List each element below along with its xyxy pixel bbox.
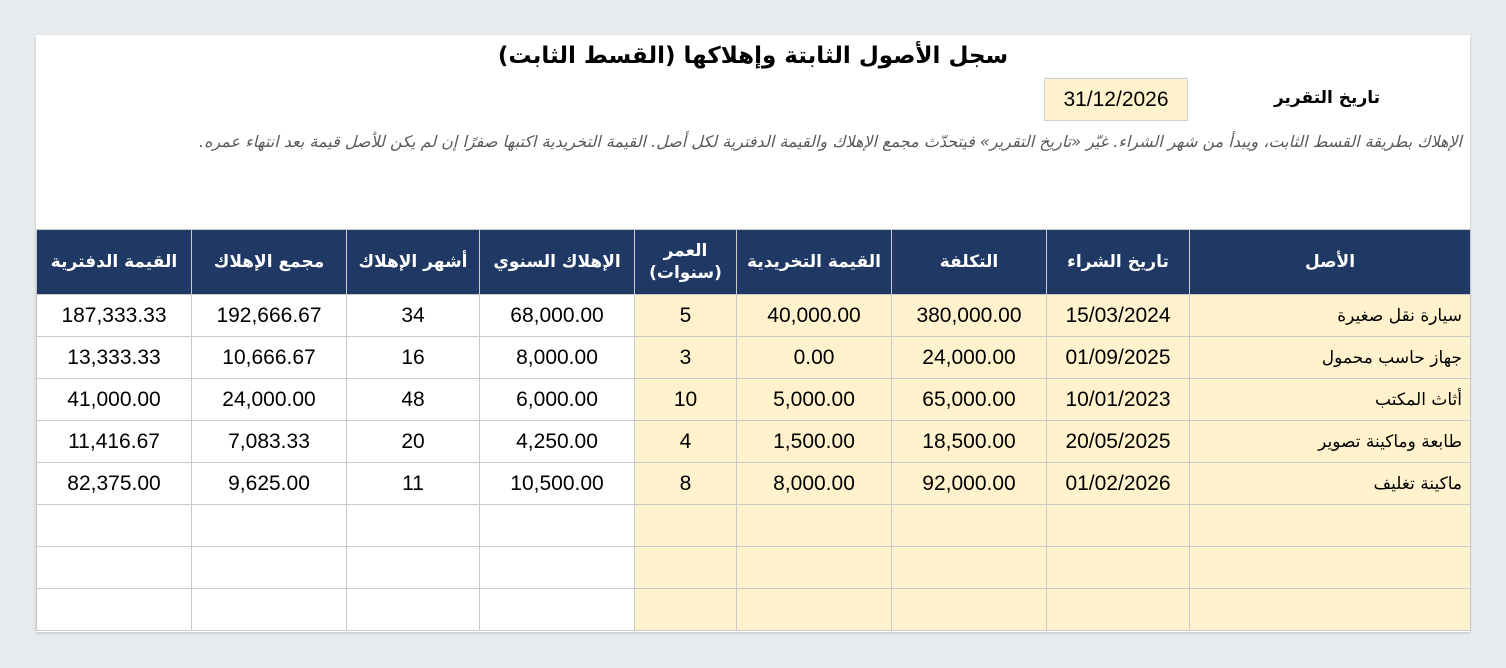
cell-salvage-value[interactable]: [737, 505, 892, 547]
cell-salvage-value[interactable]: 1,500.00: [737, 421, 892, 463]
cell-cost[interactable]: 24,000.00: [892, 337, 1047, 379]
cell-salvage-value[interactable]: [737, 547, 892, 589]
header-depreciation-months[interactable]: أشهر الإهلاك: [347, 230, 480, 295]
cell-annual-depreciation[interactable]: 4,250.00: [480, 421, 635, 463]
header-book-value[interactable]: القيمة الدفترية: [37, 230, 192, 295]
cell-asset[interactable]: سيارة نقل صغيرة: [1190, 295, 1471, 337]
table-body: [37, 295, 1471, 631]
cell-purchase-date[interactable]: [1047, 547, 1190, 589]
cell-annual-depreciation[interactable]: [480, 589, 635, 631]
cell-book-value[interactable]: [37, 547, 192, 589]
cell-purchase-date[interactable]: 20/05/2025: [1047, 421, 1190, 463]
cell-accumulated-depreciation[interactable]: 9,625.00: [192, 463, 347, 505]
header-annual-depreciation[interactable]: الإهلاك السنوي: [480, 230, 635, 295]
cell-useful-life[interactable]: 8: [635, 463, 737, 505]
cell-purchase-date[interactable]: 01/09/2025: [1047, 337, 1190, 379]
cell-annual-depreciation[interactable]: 8,000.00: [480, 337, 635, 379]
cell-useful-life[interactable]: 3: [635, 337, 737, 379]
spreadsheet-sheet: [36, 35, 1470, 632]
cell-annual-depreciation[interactable]: 68,000.00: [480, 295, 635, 337]
cell-asset[interactable]: ماكينة تغليف: [1190, 463, 1471, 505]
cell-asset[interactable]: [1190, 547, 1471, 589]
cell-depreciation-months[interactable]: 11: [347, 463, 480, 505]
cell-accumulated-depreciation[interactable]: 24,000.00: [192, 379, 347, 421]
table-row: [37, 379, 1471, 421]
cell-annual-depreciation[interactable]: [480, 505, 635, 547]
cell-book-value[interactable]: 187,333.33: [37, 295, 192, 337]
cell-salvage-value[interactable]: [737, 589, 892, 631]
cell-useful-life[interactable]: 5: [635, 295, 737, 337]
cell-asset[interactable]: جهاز حاسب محمول: [1190, 337, 1471, 379]
cell-annual-depreciation[interactable]: 6,000.00: [480, 379, 635, 421]
cell-useful-life[interactable]: [635, 547, 737, 589]
cell-asset[interactable]: طابعة وماكينة تصوير: [1190, 421, 1471, 463]
cell-accumulated-depreciation[interactable]: 192,666.67: [192, 295, 347, 337]
cell-book-value[interactable]: [37, 505, 192, 547]
table-row: [37, 421, 1471, 463]
header-salvage-value[interactable]: القيمة التخريدية: [737, 230, 892, 295]
cell-salvage-value[interactable]: 40,000.00: [737, 295, 892, 337]
table-row: [37, 547, 1471, 589]
cell-accumulated-depreciation[interactable]: [192, 505, 347, 547]
cell-purchase-date[interactable]: 10/01/2023: [1047, 379, 1190, 421]
cell-useful-life[interactable]: [635, 505, 737, 547]
cell-cost[interactable]: [892, 505, 1047, 547]
cell-accumulated-depreciation[interactable]: [192, 589, 347, 631]
cell-purchase-date[interactable]: 01/02/2026: [1047, 463, 1190, 505]
table-row: [37, 337, 1471, 379]
header-cost[interactable]: التكلفة: [892, 230, 1047, 295]
cell-cost[interactable]: 92,000.00: [892, 463, 1047, 505]
header-useful-life[interactable]: العمر (سنوات): [635, 230, 737, 295]
cell-book-value[interactable]: [37, 589, 192, 631]
cell-book-value[interactable]: 11,416.67: [37, 421, 192, 463]
cell-salvage-value[interactable]: 0.00: [737, 337, 892, 379]
cell-depreciation-months[interactable]: [347, 505, 480, 547]
cell-book-value[interactable]: 41,000.00: [37, 379, 192, 421]
cell-depreciation-months[interactable]: [347, 589, 480, 631]
table-row: [37, 463, 1471, 505]
cell-cost[interactable]: [892, 547, 1047, 589]
cell-depreciation-months[interactable]: 48: [347, 379, 480, 421]
cell-depreciation-months[interactable]: 16: [347, 337, 480, 379]
report-date-input[interactable]: 31/12/2026: [1044, 78, 1188, 121]
cell-depreciation-months[interactable]: 20: [347, 421, 480, 463]
cell-salvage-value[interactable]: 8,000.00: [737, 463, 892, 505]
sheet-title: سجل الأصول الثابتة وإهلاكها (القسط الثابت): [497, 43, 1009, 69]
cell-annual-depreciation[interactable]: 10,500.00: [480, 463, 635, 505]
cell-cost[interactable]: [892, 589, 1047, 631]
cell-depreciation-months[interactable]: 34: [347, 295, 480, 337]
cell-cost[interactable]: 18,500.00: [892, 421, 1047, 463]
header-accumulated-depreciation[interactable]: مجمع الإهلاك: [192, 230, 347, 295]
cell-asset[interactable]: [1190, 505, 1471, 547]
cell-asset[interactable]: [1190, 589, 1471, 631]
table-row: [37, 589, 1471, 631]
cell-cost[interactable]: 65,000.00: [892, 379, 1047, 421]
cell-useful-life[interactable]: 4: [635, 421, 737, 463]
header-asset[interactable]: الأصل: [1190, 230, 1471, 295]
header-purchase-date[interactable]: تاريخ الشراء: [1047, 230, 1190, 295]
cell-accumulated-depreciation[interactable]: 10,666.67: [192, 337, 347, 379]
cell-purchase-date[interactable]: [1047, 589, 1190, 631]
cell-accumulated-depreciation[interactable]: 7,083.33: [192, 421, 347, 463]
cell-useful-life[interactable]: 10: [635, 379, 737, 421]
table-row: [37, 505, 1471, 547]
table-row: [37, 295, 1471, 337]
cell-purchase-date[interactable]: 15/03/2024: [1047, 295, 1190, 337]
cell-cost[interactable]: 380,000.00: [892, 295, 1047, 337]
report-date-label: تاريخ التقرير: [1273, 88, 1380, 108]
cell-book-value[interactable]: 82,375.00: [37, 463, 192, 505]
cell-annual-depreciation[interactable]: [480, 547, 635, 589]
table-header-row: [37, 230, 1471, 295]
cell-depreciation-months[interactable]: [347, 547, 480, 589]
cell-accumulated-depreciation[interactable]: [192, 547, 347, 589]
cell-book-value[interactable]: 13,333.33: [37, 337, 192, 379]
instructions-note: الإهلاك بطريقة القسط الثابت، ويبدأ من شهر الشراء. غيّر «تاريخ التقرير» فيتحدّث مجمع الإهلاك والقيمة الدفترية لكل أصل. القيمة التخريدية اكتبها صفرًا إن لم يكن للأصل قيمة بعد انتهاء عمره.: [198, 132, 1462, 151]
cell-salvage-value[interactable]: 5,000.00: [737, 379, 892, 421]
cell-useful-life[interactable]: [635, 589, 737, 631]
cell-asset[interactable]: أثاث المكتب: [1190, 379, 1471, 421]
cell-purchase-date[interactable]: [1047, 505, 1190, 547]
assets-table: [36, 229, 1471, 631]
